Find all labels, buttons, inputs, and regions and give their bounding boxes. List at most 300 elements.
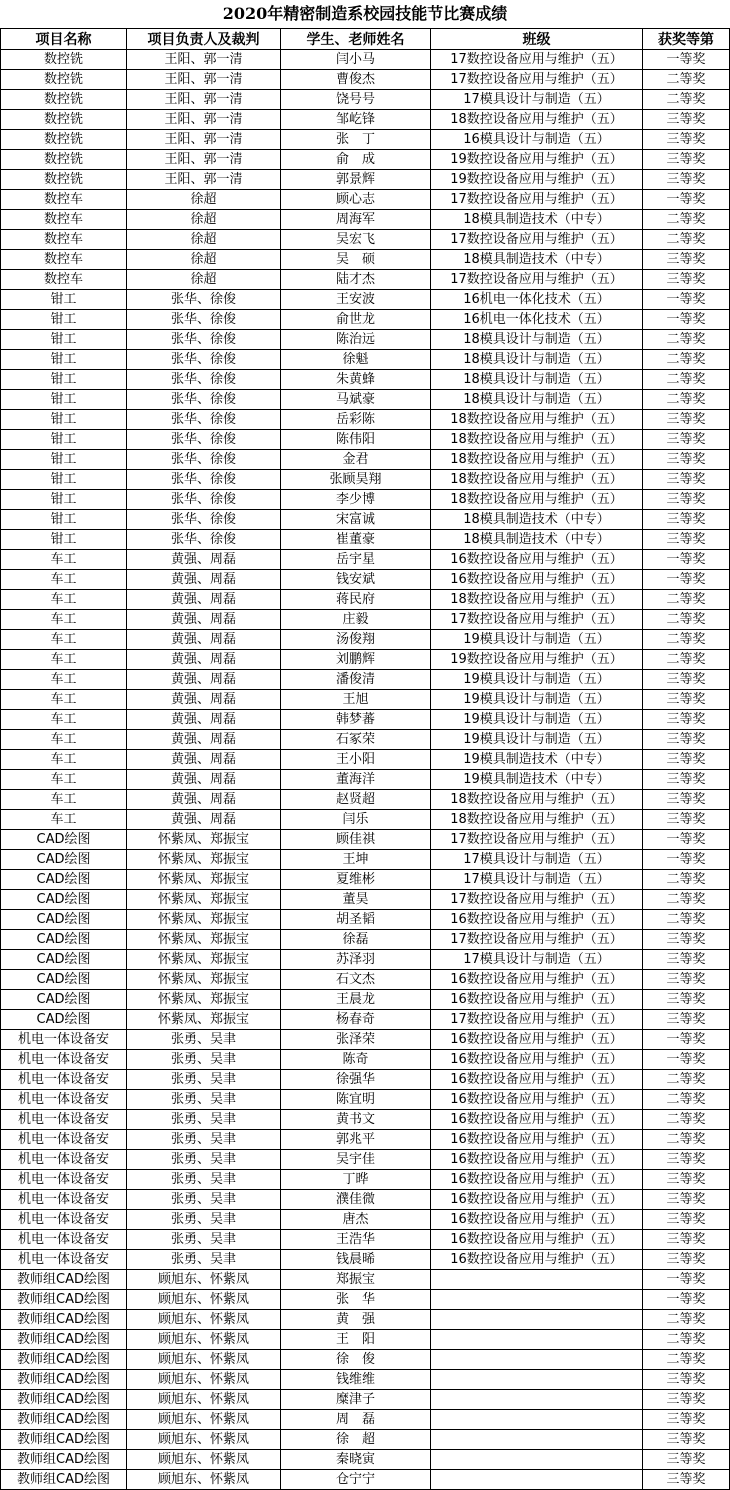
cell-leader: 张华、徐俊 <box>127 530 281 550</box>
cell-leader: 黄强、周磊 <box>127 710 281 730</box>
cell-name: 王浩华 <box>281 1230 431 1250</box>
cell-leader: 王阳、郭一清 <box>127 90 281 110</box>
cell-leader: 王阳、郭一清 <box>127 70 281 90</box>
cell-name: 朱黄蜂 <box>281 370 431 390</box>
table-row <box>1 710 730 730</box>
cell-class: 18数控设备应用与维护（五） <box>431 790 643 810</box>
cell-leader: 顾旭东、怀紫凤 <box>127 1290 281 1310</box>
table-row <box>1 1350 730 1370</box>
cell-project: 车工 <box>1 710 127 730</box>
cell-project: 机电一体设备安 <box>1 1070 127 1090</box>
cell-class: 18模具制造技术（中专） <box>431 510 643 530</box>
cell-award: 三等奖 <box>643 1230 730 1250</box>
cell-award: 三等奖 <box>643 710 730 730</box>
cell-project: 教师组CAD绘图 <box>1 1450 127 1470</box>
cell-award: 三等奖 <box>643 1190 730 1210</box>
cell-class: 17数控设备应用与维护（五） <box>431 50 643 70</box>
cell-award: 一等奖 <box>643 1270 730 1290</box>
cell-name: 陆才杰 <box>281 270 431 290</box>
cell-name: 陈奇 <box>281 1050 431 1070</box>
cell-name: 钱晨晞 <box>281 1250 431 1270</box>
cell-leader: 张勇、吴聿 <box>127 1110 281 1130</box>
cell-project: 教师组CAD绘图 <box>1 1290 127 1310</box>
cell-project: 教师组CAD绘图 <box>1 1430 127 1450</box>
cell-class: 17数控设备应用与维护（五） <box>431 890 643 910</box>
cell-class: 18数控设备应用与维护（五） <box>431 470 643 490</box>
cell-name: 黄书文 <box>281 1110 431 1130</box>
cell-class <box>431 1290 643 1310</box>
cell-class: 19数控设备应用与维护（五） <box>431 170 643 190</box>
cell-name: 俞世龙 <box>281 310 431 330</box>
cell-project: 机电一体设备安 <box>1 1210 127 1230</box>
table-row <box>1 470 730 490</box>
table-row <box>1 570 730 590</box>
cell-project: 车工 <box>1 570 127 590</box>
cell-project: 钳工 <box>1 490 127 510</box>
cell-name: 曹俊杰 <box>281 70 431 90</box>
table-row <box>1 670 730 690</box>
cell-award: 三等奖 <box>643 690 730 710</box>
cell-leader: 怀紫凤、郑振宝 <box>127 930 281 950</box>
cell-award: 三等奖 <box>643 510 730 530</box>
cell-project: 机电一体设备安 <box>1 1170 127 1190</box>
cell-leader: 张勇、吴聿 <box>127 1090 281 1110</box>
cell-leader: 顾旭东、怀紫凤 <box>127 1410 281 1430</box>
cell-name: 陈治远 <box>281 330 431 350</box>
cell-class: 16数控设备应用与维护（五） <box>431 1110 643 1130</box>
table-row <box>1 1190 730 1210</box>
cell-project: 钳工 <box>1 510 127 530</box>
cell-leader: 徐超 <box>127 210 281 230</box>
table-row <box>1 490 730 510</box>
cell-award: 三等奖 <box>643 950 730 970</box>
cell-leader: 徐超 <box>127 230 281 250</box>
cell-award: 三等奖 <box>643 1010 730 1030</box>
cell-award: 二等奖 <box>643 1310 730 1330</box>
cell-name: 王坤 <box>281 850 431 870</box>
table-row <box>1 1110 730 1130</box>
table-row <box>1 610 730 630</box>
cell-award: 二等奖 <box>643 610 730 630</box>
cell-name: 徐 俊 <box>281 1350 431 1370</box>
cell-class: 19模具设计与制造（五） <box>431 690 643 710</box>
cell-award: 二等奖 <box>643 650 730 670</box>
cell-award: 二等奖 <box>643 870 730 890</box>
cell-project: 车工 <box>1 550 127 570</box>
cell-leader: 怀紫凤、郑振宝 <box>127 970 281 990</box>
cell-class: 18模具制造技术（中专） <box>431 530 643 550</box>
cell-award: 三等奖 <box>643 770 730 790</box>
cell-award: 三等奖 <box>643 1250 730 1270</box>
header-project: 项目名称 <box>1 29 127 50</box>
table-row <box>1 830 730 850</box>
table-row <box>1 1050 730 1070</box>
table-row <box>1 1130 730 1150</box>
cell-project: 教师组CAD绘图 <box>1 1410 127 1430</box>
cell-class: 19模具设计与制造（五） <box>431 710 643 730</box>
cell-project: 车工 <box>1 630 127 650</box>
cell-project: 钳工 <box>1 330 127 350</box>
cell-name: 崔董豪 <box>281 530 431 550</box>
cell-class: 16数控设备应用与维护（五） <box>431 1030 643 1050</box>
cell-project: CAD绘图 <box>1 890 127 910</box>
table-row <box>1 390 730 410</box>
cell-project: 钳工 <box>1 310 127 330</box>
table-row <box>1 750 730 770</box>
cell-leader: 黄强、周磊 <box>127 650 281 670</box>
cell-project: 钳工 <box>1 450 127 470</box>
cell-class: 16数控设备应用与维护（五） <box>431 570 643 590</box>
cell-class: 18模具设计与制造（五） <box>431 330 643 350</box>
cell-project: CAD绘图 <box>1 930 127 950</box>
cell-award: 一等奖 <box>643 570 730 590</box>
cell-class: 16数控设备应用与维护（五） <box>431 1170 643 1190</box>
cell-name: 夏维彬 <box>281 870 431 890</box>
cell-project: CAD绘图 <box>1 830 127 850</box>
table-row <box>1 770 730 790</box>
cell-leader: 怀紫凤、郑振宝 <box>127 850 281 870</box>
cell-name: 王 阳 <box>281 1330 431 1350</box>
cell-leader: 张华、徐俊 <box>127 310 281 330</box>
cell-award: 一等奖 <box>643 310 730 330</box>
cell-class: 17数控设备应用与维护（五） <box>431 610 643 630</box>
cell-project: CAD绘图 <box>1 970 127 990</box>
cell-name: 郑振宝 <box>281 1270 431 1290</box>
table-row <box>1 950 730 970</box>
cell-name: 吴宏飞 <box>281 230 431 250</box>
cell-name: 饶号号 <box>281 90 431 110</box>
cell-project: 车工 <box>1 610 127 630</box>
cell-name: 闫小马 <box>281 50 431 70</box>
cell-project: 钳工 <box>1 350 127 370</box>
cell-class: 16数控设备应用与维护（五） <box>431 1070 643 1090</box>
table-row <box>1 270 730 290</box>
cell-project: 数控铣 <box>1 90 127 110</box>
cell-project: 数控铣 <box>1 170 127 190</box>
cell-project: 车工 <box>1 730 127 750</box>
table-row <box>1 890 730 910</box>
table-row <box>1 130 730 150</box>
cell-leader: 怀紫凤、郑振宝 <box>127 950 281 970</box>
cell-name: 糜津子 <box>281 1390 431 1410</box>
cell-class: 16数控设备应用与维护（五） <box>431 970 643 990</box>
table-row <box>1 1430 730 1450</box>
table-row <box>1 910 730 930</box>
cell-leader: 黄强、周磊 <box>127 810 281 830</box>
cell-leader: 张华、徐俊 <box>127 350 281 370</box>
cell-name: 胡圣韬 <box>281 910 431 930</box>
cell-leader: 黄强、周磊 <box>127 630 281 650</box>
cell-class: 16数控设备应用与维护（五） <box>431 1210 643 1230</box>
cell-award: 三等奖 <box>643 1430 730 1450</box>
cell-leader: 张华、徐俊 <box>127 410 281 430</box>
cell-class <box>431 1330 643 1350</box>
cell-class <box>431 1470 643 1490</box>
cell-award: 三等奖 <box>643 810 730 830</box>
cell-project: 钳工 <box>1 290 127 310</box>
cell-name: 汤俊翔 <box>281 630 431 650</box>
cell-leader: 顾旭东、怀紫凤 <box>127 1310 281 1330</box>
table-row <box>1 250 730 270</box>
cell-class: 18数控设备应用与维护（五） <box>431 590 643 610</box>
cell-class: 16数控设备应用与维护（五） <box>431 1130 643 1150</box>
cell-name: 潘俊清 <box>281 670 431 690</box>
cell-project: 数控车 <box>1 190 127 210</box>
cell-award: 三等奖 <box>643 730 730 750</box>
table-row <box>1 370 730 390</box>
table-row <box>1 810 730 830</box>
cell-leader: 张华、徐俊 <box>127 490 281 510</box>
cell-project: 教师组CAD绘图 <box>1 1350 127 1370</box>
cell-leader: 王阳、郭一清 <box>127 110 281 130</box>
table-row <box>1 1330 730 1350</box>
cell-class: 16数控设备应用与维护（五） <box>431 1050 643 1070</box>
cell-award: 二等奖 <box>643 230 730 250</box>
cell-project: 数控车 <box>1 210 127 230</box>
cell-leader: 怀紫凤、郑振宝 <box>127 1010 281 1030</box>
cell-class: 16机电一体化技术（五） <box>431 290 643 310</box>
cell-leader: 徐超 <box>127 270 281 290</box>
cell-name: 石冢荣 <box>281 730 431 750</box>
cell-leader: 顾旭东、怀紫凤 <box>127 1390 281 1410</box>
cell-name: 宋富诚 <box>281 510 431 530</box>
cell-project: 车工 <box>1 590 127 610</box>
cell-award: 三等奖 <box>643 250 730 270</box>
cell-leader: 黄强、周磊 <box>127 670 281 690</box>
cell-project: 教师组CAD绘图 <box>1 1470 127 1490</box>
cell-leader: 顾旭东、怀紫凤 <box>127 1270 281 1290</box>
cell-leader: 张华、徐俊 <box>127 330 281 350</box>
cell-name: 秦晓寅 <box>281 1450 431 1470</box>
header-row <box>1 29 730 50</box>
cell-award: 二等奖 <box>643 1350 730 1370</box>
cell-award: 三等奖 <box>643 410 730 430</box>
cell-class: 16模具设计与制造（五） <box>431 130 643 150</box>
cell-name: 董海洋 <box>281 770 431 790</box>
cell-leader: 张勇、吴聿 <box>127 1250 281 1270</box>
cell-leader: 王阳、郭一清 <box>127 50 281 70</box>
table-row <box>1 550 730 570</box>
cell-leader: 张华、徐俊 <box>127 370 281 390</box>
cell-leader: 张勇、吴聿 <box>127 1130 281 1150</box>
table-row <box>1 1150 730 1170</box>
cell-leader: 黄强、周磊 <box>127 550 281 570</box>
cell-award: 二等奖 <box>643 1110 730 1130</box>
cell-leader: 张勇、吴聿 <box>127 1210 281 1230</box>
cell-leader: 怀紫凤、郑振宝 <box>127 990 281 1010</box>
cell-class: 16数控设备应用与维护（五） <box>431 910 643 930</box>
cell-project: 车工 <box>1 790 127 810</box>
cell-award: 三等奖 <box>643 670 730 690</box>
cell-leader: 黄强、周磊 <box>127 590 281 610</box>
cell-class <box>431 1430 643 1450</box>
table-row <box>1 310 730 330</box>
cell-class: 17模具设计与制造（五） <box>431 870 643 890</box>
table-row <box>1 1410 730 1430</box>
table-row <box>1 430 730 450</box>
page-title: 2020年精密制造系校园技能节比赛成绩 <box>222 4 508 23</box>
cell-award: 一等奖 <box>643 50 730 70</box>
table-row <box>1 1170 730 1190</box>
cell-name: 马斌豪 <box>281 390 431 410</box>
cell-award: 二等奖 <box>643 210 730 230</box>
cell-project: 机电一体设备安 <box>1 1130 127 1150</box>
cell-award: 二等奖 <box>643 330 730 350</box>
cell-project: 机电一体设备安 <box>1 1230 127 1250</box>
cell-name: 董昊 <box>281 890 431 910</box>
cell-class: 17数控设备应用与维护（五） <box>431 70 643 90</box>
cell-project: 车工 <box>1 750 127 770</box>
cell-name: 杨春奇 <box>281 1010 431 1030</box>
table-row <box>1 1090 730 1110</box>
cell-award: 二等奖 <box>643 1070 730 1090</box>
cell-leader: 黄强、周磊 <box>127 610 281 630</box>
cell-class: 18数控设备应用与维护（五） <box>431 490 643 510</box>
cell-project: 钳工 <box>1 370 127 390</box>
cell-name: 俞 成 <box>281 150 431 170</box>
table-row <box>1 1390 730 1410</box>
cell-name: 刘鹏辉 <box>281 650 431 670</box>
table-row <box>1 290 730 310</box>
cell-name: 张 丁 <box>281 130 431 150</box>
cell-leader: 王阳、郭一清 <box>127 170 281 190</box>
cell-award: 三等奖 <box>643 1410 730 1430</box>
cell-project: 数控铣 <box>1 50 127 70</box>
cell-name: 张 华 <box>281 1290 431 1310</box>
cell-leader: 黄强、周磊 <box>127 730 281 750</box>
cell-award: 一等奖 <box>643 830 730 850</box>
cell-project: 机电一体设备安 <box>1 1190 127 1210</box>
cell-class: 16数控设备应用与维护（五） <box>431 1190 643 1210</box>
cell-project: 钳工 <box>1 390 127 410</box>
cell-award: 三等奖 <box>643 1170 730 1190</box>
cell-name: 濮佳微 <box>281 1190 431 1210</box>
cell-class: 16机电一体化技术（五） <box>431 310 643 330</box>
cell-name: 吴宇佳 <box>281 1150 431 1170</box>
header-award: 获奖等第 <box>643 29 730 50</box>
cell-award: 一等奖 <box>643 190 730 210</box>
cell-name: 王晨龙 <box>281 990 431 1010</box>
cell-project: 数控铣 <box>1 130 127 150</box>
table-row <box>1 1230 730 1250</box>
cell-leader: 黄强、周磊 <box>127 770 281 790</box>
cell-name: 闫乐 <box>281 810 431 830</box>
cell-name: 张顾昊翔 <box>281 470 431 490</box>
cell-leader: 怀紫凤、郑振宝 <box>127 910 281 930</box>
cell-class: 18模具设计与制造（五） <box>431 370 643 390</box>
table-row <box>1 970 730 990</box>
cell-name: 丁晔 <box>281 1170 431 1190</box>
cell-name: 韩梦蕃 <box>281 710 431 730</box>
cell-leader: 顾旭东、怀紫凤 <box>127 1450 281 1470</box>
cell-project: 教师组CAD绘图 <box>1 1270 127 1290</box>
cell-leader: 顾旭东、怀紫凤 <box>127 1370 281 1390</box>
cell-name: 赵贤超 <box>281 790 431 810</box>
cell-award: 二等奖 <box>643 350 730 370</box>
cell-leader: 怀紫凤、郑振宝 <box>127 830 281 850</box>
cell-award: 三等奖 <box>643 430 730 450</box>
cell-class: 16数控设备应用与维护（五） <box>431 990 643 1010</box>
table-row <box>1 1470 730 1490</box>
table-row <box>1 1450 730 1470</box>
table-row <box>1 1030 730 1050</box>
cell-class: 16数控设备应用与维护（五） <box>431 1150 643 1170</box>
table-row <box>1 630 730 650</box>
cell-name: 郭景辉 <box>281 170 431 190</box>
cell-class: 17模具设计与制造（五） <box>431 90 643 110</box>
cell-award: 三等奖 <box>643 750 730 770</box>
cell-class <box>431 1410 643 1430</box>
table-row <box>1 170 730 190</box>
cell-project: 数控车 <box>1 250 127 270</box>
cell-class: 18模具制造技术（中专） <box>431 210 643 230</box>
cell-award: 三等奖 <box>643 450 730 470</box>
cell-leader: 张勇、吴聿 <box>127 1190 281 1210</box>
cell-award: 一等奖 <box>643 850 730 870</box>
cell-class: 17数控设备应用与维护（五） <box>431 830 643 850</box>
header-name: 学生、老师姓名 <box>281 29 431 50</box>
table-row <box>1 850 730 870</box>
cell-name: 周海军 <box>281 210 431 230</box>
results-table <box>0 28 730 1490</box>
cell-project: 数控车 <box>1 270 127 290</box>
cell-award: 三等奖 <box>643 1210 730 1230</box>
cell-name: 顾佳祺 <box>281 830 431 850</box>
cell-name: 邹屹锋 <box>281 110 431 130</box>
cell-project: 车工 <box>1 770 127 790</box>
cell-leader: 怀紫凤、郑振宝 <box>127 870 281 890</box>
cell-name: 钱安斌 <box>281 570 431 590</box>
cell-class: 16数控设备应用与维护（五） <box>431 1250 643 1270</box>
cell-project: 数控铣 <box>1 70 127 90</box>
cell-class: 17数控设备应用与维护（五） <box>431 230 643 250</box>
cell-leader: 张华、徐俊 <box>127 430 281 450</box>
cell-award: 二等奖 <box>643 1330 730 1350</box>
cell-award: 三等奖 <box>643 1370 730 1390</box>
table-row <box>1 410 730 430</box>
cell-project: 机电一体设备安 <box>1 1110 127 1130</box>
cell-award: 二等奖 <box>643 70 730 90</box>
cell-name: 石文杰 <box>281 970 431 990</box>
cell-class: 17数控设备应用与维护（五） <box>431 270 643 290</box>
table-row <box>1 650 730 670</box>
cell-project: 钳工 <box>1 530 127 550</box>
cell-name: 王旭 <box>281 690 431 710</box>
cell-class: 19模具设计与制造（五） <box>431 670 643 690</box>
cell-award: 一等奖 <box>643 1050 730 1070</box>
cell-name: 陈宜明 <box>281 1090 431 1110</box>
cell-leader: 徐超 <box>127 250 281 270</box>
cell-name: 顾心志 <box>281 190 431 210</box>
cell-award: 二等奖 <box>643 890 730 910</box>
cell-award: 二等奖 <box>643 590 730 610</box>
cell-class: 19数控设备应用与维护（五） <box>431 150 643 170</box>
cell-name: 周 磊 <box>281 1410 431 1430</box>
table-row <box>1 450 730 470</box>
table-row <box>1 510 730 530</box>
cell-class: 16数控设备应用与维护（五） <box>431 1230 643 1250</box>
cell-project: 钳工 <box>1 470 127 490</box>
cell-name: 徐 超 <box>281 1430 431 1450</box>
table-row <box>1 730 730 750</box>
cell-project: 数控铣 <box>1 110 127 130</box>
cell-award: 三等奖 <box>643 490 730 510</box>
table-row <box>1 110 730 130</box>
cell-project: CAD绘图 <box>1 850 127 870</box>
cell-project: CAD绘图 <box>1 1010 127 1030</box>
cell-class <box>431 1310 643 1330</box>
table-row <box>1 690 730 710</box>
